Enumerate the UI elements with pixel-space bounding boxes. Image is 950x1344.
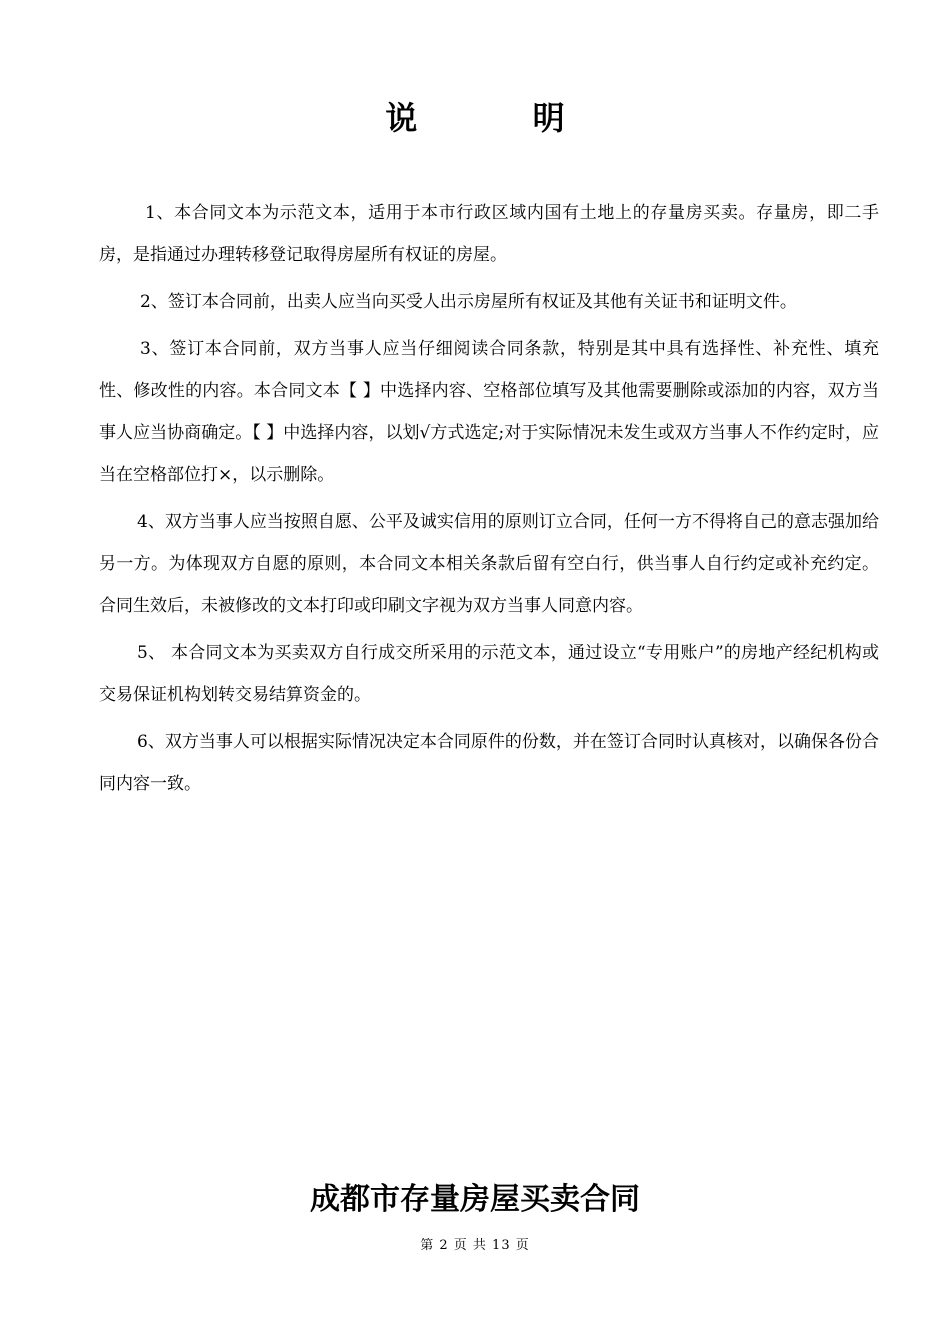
instruction-item-4: 4、双方当事人应当按照自愿、公平及诚实信用的原则订立合同，任何一方不得将自己的意志强加给另一方。为体现双方自愿的原则，本合同文本相关条款后留有空白行，供当事人自行约定或补充约定。合同生效后，未被修改的文本打印或印刷文字视为双方当事人同意内容。 (99, 512, 879, 616)
instruction-item-6: 6、双方当事人可以根据实际情况决定本合同原件的份数，并在签订合同时认真核对，以确保各份合同内容一致。 (99, 732, 879, 794)
instruction-item-5: 5、 本合同文本为买卖双方自行成交所采用的示范文本，通过设立“专用账户”的房地产经纪机构或交易保证机构划转交易结算资金的。 (99, 643, 879, 705)
instructions-list (99, 192, 879, 810)
page-number: 第 2 页 共 13 页 (420, 1238, 530, 1253)
contract-title: 成都市存量房屋买卖合同 (310, 1182, 640, 1217)
instruction-item-1: 1、本合同文本为示范文本，适用于本市行政区域内国有土地上的存量房买卖。存量房，即二手房，是指通过办理转移登记取得房屋所有权证的房屋。 (99, 203, 879, 265)
instruction-item-3: 3、签订本合同前，双方当事人应当仔细阅读合同条款，特别是其中具有选择性、补充性、填充性、修改性的内容。本合同文本【 】中选择内容、空格部位填写及其他需要删除或添加的内容，双方当事人应当协商确定。【 】中选择内容，以划√方式选定;对于实际情况未发生或双方当事人不作约定时，应当在空格部位打×，以示删除。 (99, 339, 879, 485)
page-title: 说 明 (385, 99, 617, 137)
instruction-item-2: 2、签订本合同前，出卖人应当向买受人出示房屋所有权证及其他有关证书和证明文件。 (140, 292, 797, 312)
